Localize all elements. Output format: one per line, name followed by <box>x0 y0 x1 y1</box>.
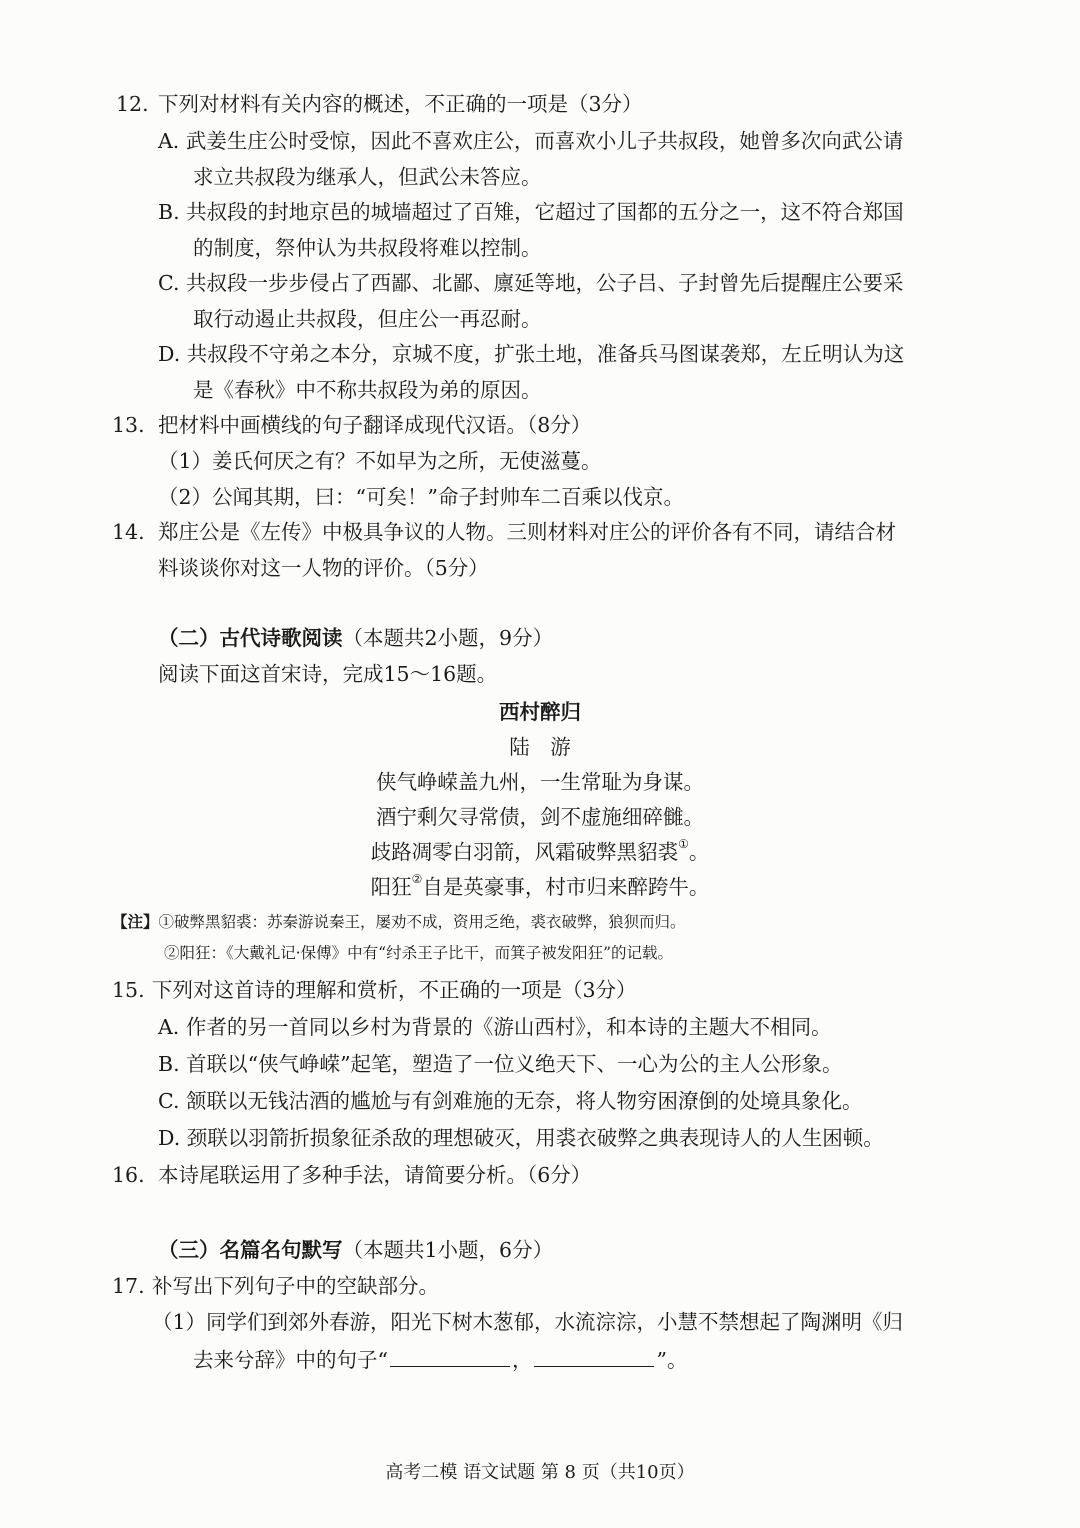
q15-stem: 下列对这首诗的理解和赏析，不正确的一项是（3分） <box>152 978 637 1002</box>
page-footer: 高考二模 语文试题 第 8 页（共10页） <box>385 1462 695 1483</box>
q15-option-b: B. 首联以“侠气峥嵘”起笔，塑造了一位义绝天下、一心为公的主人公形象。 <box>158 1052 843 1076</box>
q15-number: 15. <box>112 978 145 1002</box>
q15-option-a: A. 作者的另一首同以乡村为背景的《游山西村》，和本诗的主题大不相同。 <box>158 1015 832 1039</box>
poem-author: 陆 游 <box>509 735 571 759</box>
notes-label: 【注】 <box>112 912 159 931</box>
q17-part1-end: ”。 <box>656 1348 688 1372</box>
q13-sentence-1: （1）姜氏何厌之有？不如早为之所，无使滋蔓。 <box>158 449 602 473</box>
q16-number: 16. <box>112 1163 145 1187</box>
q17-part1-prefix: 去来兮辞》中的句子“ <box>193 1348 388 1372</box>
section-3-heading <box>158 1240 553 1261</box>
poem-line-1: 侠气峥嵘盖九州，一生常耻为身谋。 <box>376 770 704 794</box>
poem-title: 西村醉归 <box>499 700 581 724</box>
q17-number: 17. <box>112 1274 145 1298</box>
q17-part1-line2 <box>193 1348 687 1371</box>
q15-option-d: D. 颈联以羽箭折损象征杀敌的理想破灭，用裘衣破弊之典表现诗人的人生困顿。 <box>158 1126 884 1150</box>
section-2-info: （本题共2小题，9分） <box>342 626 554 650</box>
q12-option-c-line2: 取行动遏止共叔段，但庄公一再忍耐。 <box>193 307 542 331</box>
q16-stem: 本诗尾联运用了多种手法，请简要分析。（6分） <box>158 1163 592 1187</box>
q14-number: 14. <box>112 520 145 544</box>
note-2: ②阳狂：《大戴礼记·保傅》中有“纣杀王子比干，而箕子被发阳狂”的记载。 <box>164 944 674 962</box>
q13-sentence-2: （2）公闻其期，曰：“可矣！”命子封帅车二百乘以伐京。 <box>158 485 685 509</box>
q17-stem: 补写出下列句子中的空缺部分。 <box>152 1274 439 1298</box>
q12-option-d-line1: D. 共叔段不守弟之本分，京城不度，扩张土地，准备兵马图谋袭郑，左丘明认为这 <box>158 342 905 366</box>
q17-part1-line1: （1）同学们到郊外春游，阳光下树木葱郁，水流淙淙，小慧不禁想起了陶渊明《归 <box>152 1310 904 1334</box>
footnote-ref-1: ① <box>678 837 689 851</box>
poem-line-4-text: 自是英豪事，村市归来醉跨牛。 <box>422 875 710 899</box>
answer-blank-2[interactable] <box>534 1348 654 1367</box>
q12-option-a-line2: 求立共叔段为继承人，但武公未答应。 <box>193 165 542 189</box>
q12-number: 12. <box>116 92 149 116</box>
notes-line-1 <box>112 914 686 931</box>
q12-option-b-line2: 的制度，祭仲认为共叔段将难以控制。 <box>193 236 542 260</box>
section-2-title: （二）古代诗歌阅读 <box>158 626 343 650</box>
q15-option-c: C. 颔联以无钱沽酒的尴尬与有剑难施的无奈，将人物穷困潦倒的处境具象化。 <box>158 1089 863 1113</box>
q12-stem: 下列对材料有关内容的概述，不正确的一项是（3分） <box>158 92 643 116</box>
note-1: ①破弊黑貂裘：苏秦游说秦王，屡劝不成，资用乏绝，裘衣破弊，狼狈而归。 <box>158 913 686 931</box>
q14-line1: 郑庄公是《左传》中极具争议的人物。三则材料对庄公的评价各有不同，请结合材 <box>158 520 896 544</box>
q12-option-b-line1: B. 共叔段的封地京邑的城墙超过了百雉，它超过了国都的五分之一，这不符合郑国 <box>158 200 904 224</box>
q13-number: 13. <box>112 413 145 437</box>
section-3-title: （三）名篇名句默写 <box>158 1238 343 1262</box>
section-3-info: （本题共1小题，6分） <box>342 1238 554 1262</box>
poem-line-3-end: 。 <box>688 840 710 864</box>
footnote-ref-2: ② <box>411 872 423 886</box>
poem-line-2: 酒宁剩欠寻常债，剑不虚施细碎雠。 <box>376 805 704 829</box>
q14-line2: 料谈谈你对这一人物的评价。（5分） <box>158 556 489 580</box>
q12-option-d-line2: 是《春秋》中不称共叔段为弟的原因。 <box>193 378 542 402</box>
poem-line-3 <box>0 837 1080 864</box>
poem-line-4 <box>0 872 1080 899</box>
answer-blank-1[interactable] <box>390 1348 510 1367</box>
q17-part1-comma: ， <box>511 1348 533 1372</box>
q13-stem: 把材料中画横线的句子翻译成现代汉语。（8分） <box>158 413 592 437</box>
section-2-heading <box>158 628 553 649</box>
poem-line-3-text: 歧路凋零白羽箭，风霜破弊黑貂裘 <box>370 840 679 864</box>
poem-line-4-start: 阳狂 <box>370 875 412 899</box>
q12-option-c-line1: C. 共叔段一步步侵占了西鄙、北鄙、廪延等地，公子吕、子封曾先后提醒庄公要采 <box>158 271 904 295</box>
section-2-intro: 阅读下面这首宋诗，完成15～16题。 <box>158 662 498 686</box>
q12-option-a-line1: A. 武姜生庄公时受惊，因此不喜欢庄公，而喜欢小儿子共叔段，她曾多次向武公请 <box>158 129 904 153</box>
